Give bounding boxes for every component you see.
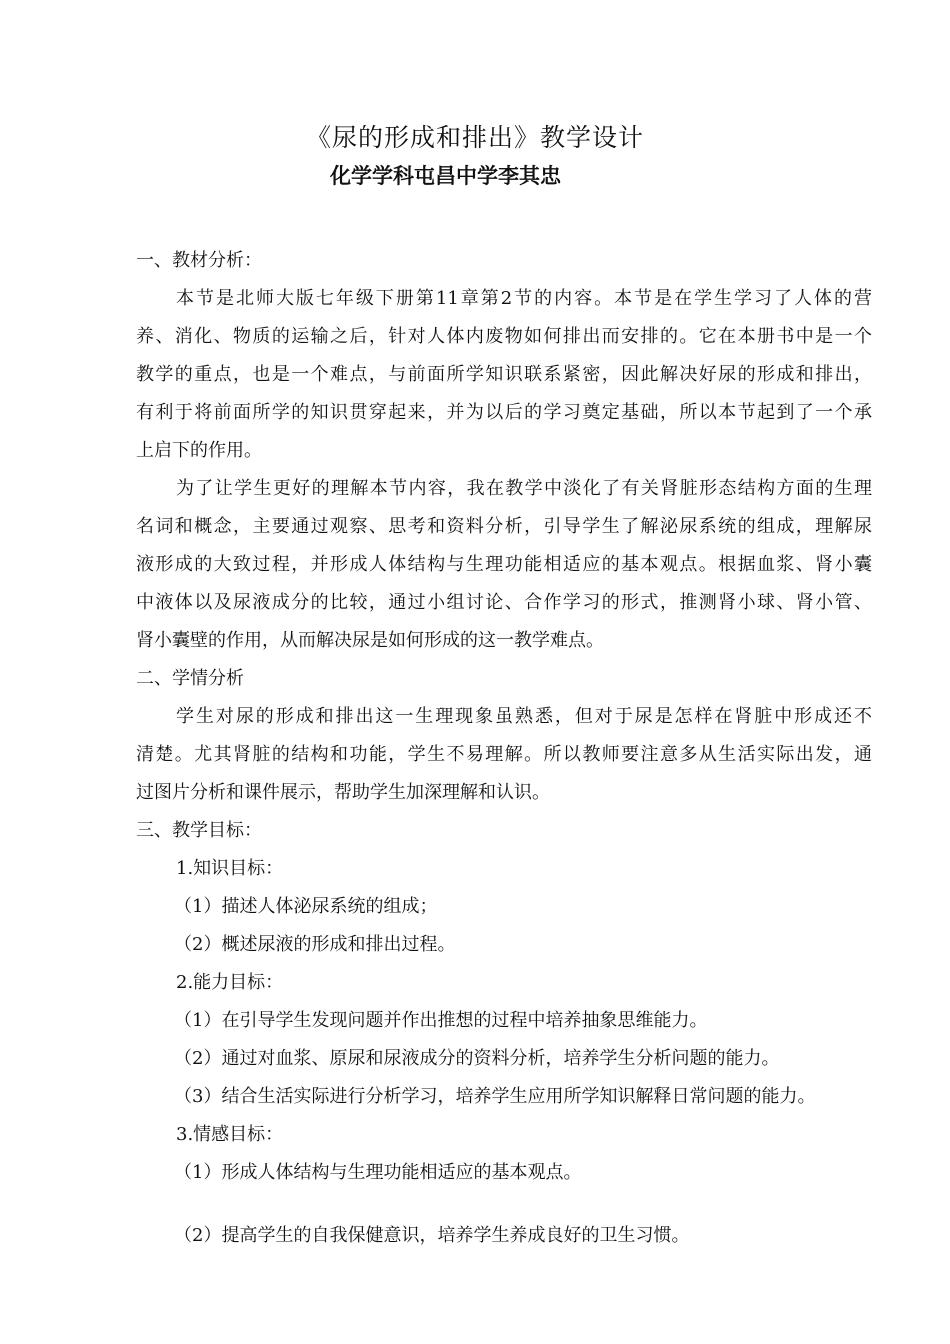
paragraph-line: 为了让学生更好的理解本节内容，我在教学中淡化了有关肾脏形态结构方面的生理 xyxy=(176,478,872,499)
goal-item: （1）描述人体泌尿系统的组成； xyxy=(174,896,438,917)
paragraph-line: 液形成的大致过程，并形成人体结构与生理功能相适应的基本观点。根据血浆、肾小囊 xyxy=(136,554,872,575)
goal-subheading-knowledge: 1.知识目标： xyxy=(176,858,284,879)
goal-item: （2）提高学生的自我保健意识，培养学生养成良好的卫生习惯。 xyxy=(174,1225,690,1246)
paragraph-line: 清楚。尤其肾脏的结构和功能，学生不易理解。所以教师要注意多从生活实际出发，通 xyxy=(136,744,872,765)
goal-subheading-emotion: 3.情感目标： xyxy=(176,1124,284,1145)
paragraph-gap xyxy=(136,1192,872,1217)
paragraph-line: 中液体以及尿液成分的比较，通过小组讨论、合作学习的形式，推测肾小球、肾小管、 xyxy=(136,592,872,613)
goal-item: （2）概述尿液的形成和排出过程。 xyxy=(174,934,456,955)
document-body xyxy=(136,242,872,1255)
paragraph-line: 学生对尿的形成和排出这一生理现象虽熟悉，但对于尿是怎样在肾脏中形成还不 xyxy=(176,706,872,727)
document-title: 《尿的形成和排出》教学设计 xyxy=(305,123,644,152)
paragraph-line: 养、消化、物质的运输之后，针对人体内废物如何排出而安排的。它在本册书中是一个 xyxy=(136,326,872,347)
paragraph-line: 肾小囊壁的作用，从而解决尿是如何形成的这一教学难点。 xyxy=(136,630,604,651)
section-heading-students: 二、学情分析 xyxy=(136,668,244,689)
goal-item: （3）结合生活实际进行分析学习，培养学生应用所学知识解释日常问题的能力。 xyxy=(174,1086,816,1107)
paragraph-line: 有利于将前面所学的知识贯穿起来，并为以后的学习奠定基础，所以本节起到了一个承 xyxy=(136,402,872,423)
goal-item: （1）形成人体结构与生理功能相适应的基本观点。 xyxy=(174,1162,582,1183)
section-heading-goals: 三、教学目标： xyxy=(136,820,262,841)
document-subtitle: 化学学科屯昌中学李其忠 xyxy=(330,164,561,188)
paragraph-line: 本节是北师大版七年级下册第11章第2节的内容。本节是在学生学习了人体的营 xyxy=(176,288,872,309)
goal-item: （1）在引导学生发现问题并作出推想的过程中培养抽象思维能力。 xyxy=(174,1010,708,1031)
paragraph-line: 名词和概念，主要通过观察、思考和资料分析，引导学生了解泌尿系统的组成，理解尿 xyxy=(136,516,872,537)
paragraph-line: 教学的重点，也是一个难点，与前面所学知识联系紧密，因此解决好尿的形成和排出， xyxy=(136,364,872,385)
paragraph-line: 上启下的作用。 xyxy=(136,440,262,461)
goal-item: （2）通过对血浆、原尿和尿液成分的资料分析，培养学生分析问题的能力。 xyxy=(174,1048,780,1069)
goal-subheading-ability: 2.能力目标： xyxy=(176,972,284,993)
section-heading-materials: 一、教材分析： xyxy=(136,250,262,271)
paragraph-line: 过图片分析和课件展示，帮助学生加深理解和认识。 xyxy=(136,782,550,803)
